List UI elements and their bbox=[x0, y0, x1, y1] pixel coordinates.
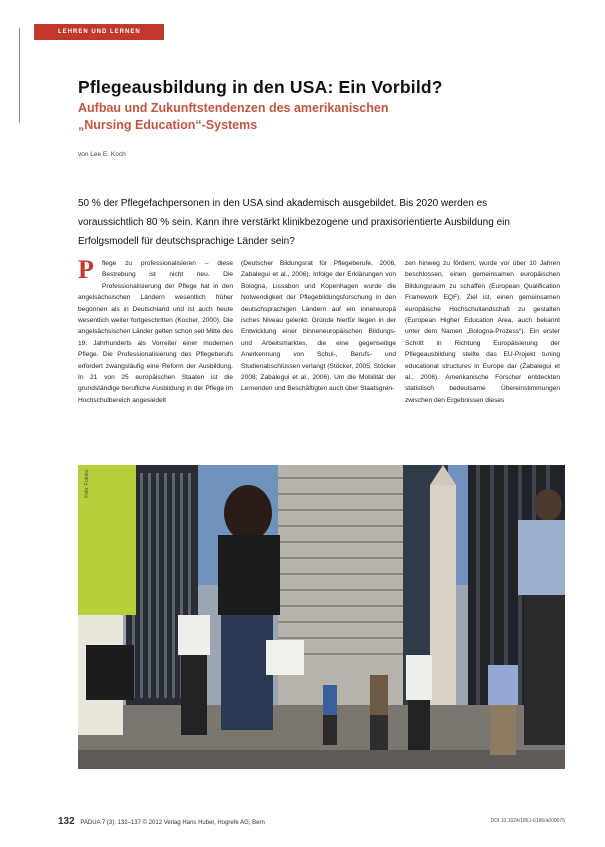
drop-cap: P bbox=[78, 255, 94, 284]
body-column-2: (Deutscher Bildungsrat für Pflegeberufe, 2006, Zabalegui et al., 2006). Infolge der Erklärungen von Bologna, Lissabon und Kopenhagen wurde die Notwendigkeit der Pflegebildungsforschung in den deutschsprachigen Ländern auf ein innereuropä isches Niveau gelenkt. Gründe hierfür liegen in der Entwicklung einer binneneuropäischen Bildungs- und Arbeitsmarktes, die eine gegenseitige Anerkennung von Schul-, Berufs- und Studienabschlüssen verlangt (Stöcker, 2005; Stöcker 2008; Zabalegui et al., 2006). Um die Mobilität der Lernenden und Beschäftigten auch über Staatsgren- bbox=[241, 260, 396, 393]
body-column-1 bbox=[78, 255, 233, 406]
footer-doi: DOI 10.1024/1861-6186/a000076 bbox=[490, 818, 565, 824]
body-column-3: zen hinweg zu fördern, wurde vor über 10 Jahren beschlossen, einen gemeinsamen europäischen Bildungsraum zu schaffen (European Qualification Framework EQF). Ziel ist, einen gemeinsamen europäische Hochschullandschaft zu gestalten (European Higher Education Area, auch bekannt unter dem Namen „Bologna-Prozess“). Ein erster Schritt in Richtung Europäisierung der Pflegeausbildung stellte das EU-Projekt tuning educational structures in Europe dar (Zabalegui et al., 2006). Amerikanische Forscher entdeckten statistisch bedeutsame Übereinstimmungen zwischen den Ergebnissen dieses bbox=[405, 260, 560, 404]
page-number: 132 bbox=[58, 816, 75, 827]
body-column-1-text: flege zu professionalisieren – diese Bestrebung ist nicht neu. Die Professionalisierung der Pflege hat in den angelsächsischen Ländern wesentlich früher begonnen als in Deutschland und ist auch heute wesentlich weiter fortgeschritten (Kocher, 2000). Die angelsächsischen Länder gelten schon seit Mitte des 19. Jahrhunderts als Vorreiter einer modernen Pflege. Die Professionalisierung des Pflegeberufs erfordert zwangsläufig eine Reform der Ausbildung. In 21 von 25 europäischen Staaten ist die grundständige berufliche Ausbildung in der Pflege im Hochschulbereich angesiedelt bbox=[78, 260, 233, 404]
article-photo bbox=[78, 465, 565, 769]
city-street-photo bbox=[78, 465, 565, 769]
subtitle-line-2: „Nursing Education“-Systems bbox=[78, 118, 258, 132]
lead-paragraph: 50 % der Pflegefachpersonen in den USA sind akademisch ausgebildet. Bis 2020 werden es voraussichtlich 80 % sein. Kann ihre verstärkt klinikbezogene und praxisorientierte Ausbildung ein Erfolgsmodell für deutschsprachige Länder sein? bbox=[78, 198, 510, 247]
article-title: Pflegeausbildung in den USA: Ein Vorbild? bbox=[78, 77, 443, 97]
journal-citation: PADUA 7 (3): 132–137 © 2012 Verlag Hans Huber, Hogrefe AG, Bern bbox=[80, 820, 265, 826]
crop-mark bbox=[19, 28, 20, 123]
author-byline: von Lee E. Koch bbox=[78, 151, 126, 158]
photo-credit: Foto: Fotolia bbox=[84, 470, 90, 498]
section-tag: LEHREN UND LERNEN bbox=[34, 24, 164, 40]
subtitle-line-1: Aufbau und Zukunftstendenzen des amerikanischen bbox=[78, 101, 389, 115]
article-subtitle bbox=[78, 100, 548, 134]
footer-left bbox=[58, 816, 265, 827]
